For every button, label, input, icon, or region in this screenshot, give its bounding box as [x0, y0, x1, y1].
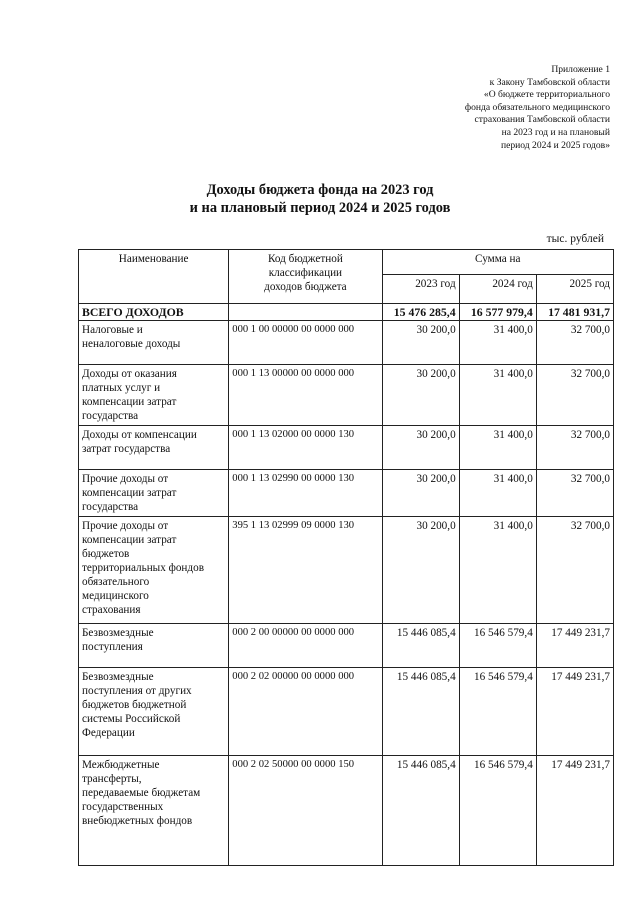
row-value-2025: 32 700,0	[536, 517, 613, 624]
table-row	[79, 321, 614, 365]
row-name-line: медицинского	[82, 590, 149, 602]
row-code: 000 2 00 00000 00 0000 000	[229, 624, 382, 668]
row-value-2025: 32 700,0	[536, 365, 613, 426]
appendix-line: период 2024 и 2025 годов»	[500, 139, 610, 151]
row-name-line: Прочие доходы от	[82, 473, 169, 485]
row-code: 000 1 13 02990 00 0000 130	[229, 470, 382, 517]
title-line-2: и на плановый период 2024 и 2025 годов	[189, 200, 451, 216]
row-value-2025: 17 449 231,7	[536, 624, 613, 668]
row-name-line: государственных	[82, 801, 164, 813]
title-line-1: Доходы бюджета фонда на 2023 год	[206, 182, 434, 198]
row-value-2024: 16 546 579,4	[459, 668, 536, 756]
table-row	[79, 624, 614, 668]
row-name-line: компенсации затрат	[82, 534, 177, 546]
row-name-line: страхования	[82, 604, 141, 616]
row-name-line: компенсации затрат	[82, 396, 177, 408]
appendix-line: к Закону Тамбовской области	[489, 76, 610, 88]
row-value-2024: 31 400,0	[459, 517, 536, 624]
row-value-2025: 32 700,0	[536, 470, 613, 517]
row-value-2024: 31 400,0	[459, 365, 536, 426]
header-sum: Сумма на	[382, 250, 613, 275]
total-row	[79, 304, 614, 321]
row-name-line: затрат государства	[82, 443, 171, 455]
row-value-2023: 30 200,0	[382, 470, 459, 517]
header-code-line: классификации	[268, 267, 343, 279]
row-name-line: платных услуг и	[82, 382, 161, 394]
table-row	[79, 426, 614, 470]
table-row	[79, 756, 614, 866]
appendix-line: «О бюджете территориального	[483, 89, 610, 101]
total-value-2023: 15 476 285,4	[382, 304, 459, 321]
row-code: 000 2 02 50000 00 0000 150	[229, 756, 382, 866]
header-year-2023: 2023 год	[382, 275, 459, 304]
row-value-2023: 15 446 085,4	[382, 756, 459, 866]
row-code: 000 1 13 00000 00 0000 000	[229, 365, 382, 426]
appendix-line: Приложение 1	[551, 64, 610, 75]
revenue-table	[78, 249, 614, 866]
row-name	[79, 426, 229, 470]
row-name	[79, 624, 229, 668]
appendix-line: на 2023 год и на плановый	[501, 126, 610, 138]
appendix-line: страхования Тамбовской области	[474, 114, 610, 126]
header-code-line: доходов бюджета	[264, 281, 347, 293]
header-name: Наименование	[79, 250, 229, 304]
appendix-line: фонда обязательного медицинского	[464, 101, 610, 113]
row-name-line: государства	[82, 501, 139, 513]
table-row	[79, 668, 614, 756]
row-name	[79, 517, 229, 624]
total-value-2024: 16 577 979,4	[459, 304, 536, 321]
row-value-2024: 16 546 579,4	[459, 756, 536, 866]
row-name-line: внебюджетных фондов	[82, 815, 193, 827]
row-value-2024: 16 546 579,4	[459, 624, 536, 668]
row-name-line: обязательного	[82, 576, 150, 588]
document-title	[0, 181, 640, 217]
row-code: 000 1 13 02000 00 0000 130	[229, 426, 382, 470]
row-value-2023: 30 200,0	[382, 517, 459, 624]
row-value-2025: 32 700,0	[536, 426, 613, 470]
row-value-2024: 31 400,0	[459, 321, 536, 365]
row-name	[79, 668, 229, 756]
row-name	[79, 756, 229, 866]
row-name-line: неналоговые доходы	[82, 338, 181, 350]
row-code: 000 1 00 00000 00 0000 000	[229, 321, 382, 365]
row-name-line: Безвозмездные	[82, 627, 154, 639]
row-name	[79, 365, 229, 426]
row-name-line: Доходы от оказания	[82, 368, 177, 380]
row-name-line: территориальных фондов	[82, 562, 204, 574]
row-name-line: компенсации затрат	[82, 487, 177, 499]
total-name: ВСЕГО ДОХОДОВ	[79, 304, 229, 321]
row-name	[79, 470, 229, 517]
row-name-line: Доходы от компенсации	[82, 429, 197, 441]
row-name-line: Федерации	[82, 727, 135, 739]
row-value-2023: 30 200,0	[382, 321, 459, 365]
appendix-note	[410, 64, 610, 152]
row-name-line: передаваемые бюджетам	[82, 787, 201, 799]
row-value-2025: 32 700,0	[536, 321, 613, 365]
row-value-2025: 17 449 231,7	[536, 756, 613, 866]
row-name-line: трансферты,	[82, 773, 142, 785]
row-name-line: системы Российской	[82, 713, 181, 725]
row-name-line: Прочие доходы от	[82, 520, 169, 532]
row-name-line: поступления	[82, 641, 143, 653]
table-row	[79, 470, 614, 517]
row-code: 000 2 02 00000 00 0000 000	[229, 668, 382, 756]
row-value-2023: 30 200,0	[382, 365, 459, 426]
row-name-line: бюджетов бюджетной	[82, 699, 187, 711]
row-value-2023: 30 200,0	[382, 426, 459, 470]
table-row	[79, 365, 614, 426]
header-year-2025: 2025 год	[536, 275, 613, 304]
row-name-line: Межбюджетные	[82, 759, 160, 771]
row-name-line: поступления от других	[82, 685, 192, 697]
row-code: 395 1 13 02999 09 0000 130	[229, 517, 382, 624]
row-value-2025: 17 449 231,7	[536, 668, 613, 756]
row-name	[79, 321, 229, 365]
total-code	[229, 304, 382, 321]
row-value-2024: 31 400,0	[459, 470, 536, 517]
row-name-line: Безвозмездные	[82, 671, 154, 683]
total-value-2025: 17 481 931,7	[536, 304, 613, 321]
row-name-line: Налоговые и	[82, 324, 143, 336]
table-row	[79, 517, 614, 624]
row-name-line: государства	[82, 410, 139, 422]
row-name-line: бюджетов	[82, 548, 130, 560]
row-value-2023: 15 446 085,4	[382, 624, 459, 668]
header-year-2024: 2024 год	[459, 275, 536, 304]
header-code-line: Код бюджетной	[267, 253, 343, 265]
row-value-2024: 31 400,0	[459, 426, 536, 470]
header-code	[229, 250, 382, 304]
units-label: тыс. рублей	[546, 233, 604, 245]
row-value-2023: 15 446 085,4	[382, 668, 459, 756]
